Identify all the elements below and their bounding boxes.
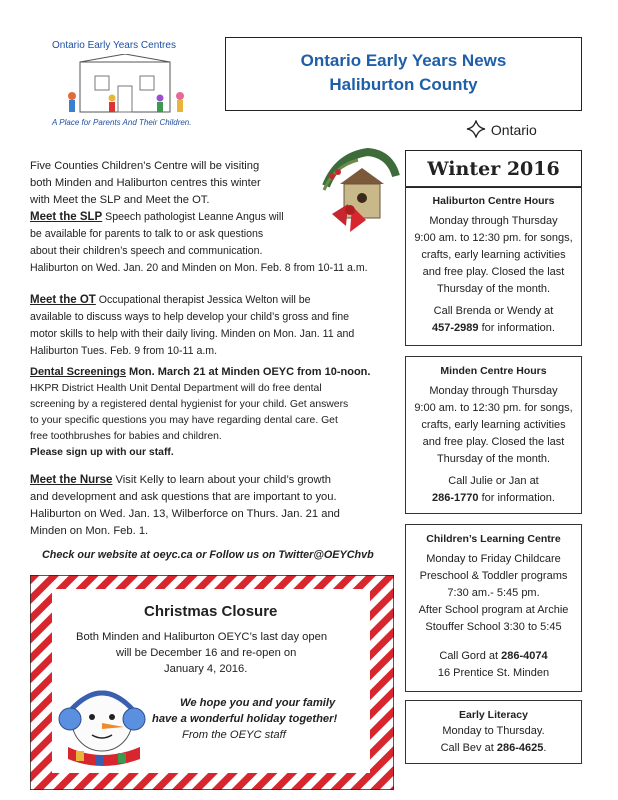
slp-text: about their children’s speech and communication. [30, 245, 263, 257]
nurse-text: and development and ask questions that are important to you. [30, 491, 337, 503]
closure-text: will be December 16 and re-open on [116, 647, 297, 659]
closure-text: Both Minden and Haliburton OEYC’s last day open [76, 631, 328, 643]
dental-text: to your specific questions you may have regarding dental care. Get [30, 415, 338, 426]
nurse-heading: Meet the Nurse [30, 474, 113, 486]
closure-title: Christmas Closure [144, 603, 278, 620]
dental-signup: Please sign up with our staff. [30, 447, 174, 458]
hours-text: and free play. Closed the last [422, 266, 565, 278]
newsletter-subtitle: Haliburton County [329, 75, 478, 94]
learning-phone: 286-4074 [501, 650, 548, 662]
trillium-icon [465, 120, 487, 138]
intro-line: with Meet the SLP and Meet the OT. [30, 194, 210, 206]
hours-text: Call Brenda or Wendy at [433, 305, 554, 317]
haliburton-phone: 457-2989 [432, 322, 479, 334]
ontario-logo [465, 120, 537, 138]
children-building-illustration [60, 54, 190, 116]
learning-text: 7:30 am.- 5:45 pm. [447, 587, 540, 599]
slp-text: Haliburton on Wed. Jan. 20 and Minden on Mon. Feb. 8 from 10-11 a.m. [30, 262, 368, 274]
hours-text: crafts, early learning activities [421, 249, 566, 261]
season-title: Winter 2016 [405, 150, 582, 188]
hours-text: for information. [478, 322, 555, 334]
learning-text: Call Gord at [439, 650, 502, 662]
learning-text: Monday to Friday Childcare [426, 553, 561, 565]
learning-text: Preschool & Toddler programs [419, 570, 568, 582]
closure-content [52, 589, 370, 773]
learning-address: 16 Prentice St. Minden [437, 667, 550, 679]
haliburton-hours-box [405, 186, 582, 346]
learning-text: Stouffer School 3:30 to 5:45 [425, 621, 562, 633]
slp-section [30, 209, 368, 277]
literacy-text: Call Bev at [440, 742, 497, 754]
dental-text: screening by a registered dental hygienist for your child. Get answers [30, 399, 349, 410]
website-link[interactable]: Check our website at oeyc.ca or Follow us on Twitter@OEYChvb [42, 549, 374, 561]
closure-signature: From the OEYC staff [182, 729, 286, 741]
hours-text: 9:00 am. to 12:30 pm. for songs, [414, 232, 573, 244]
hours-text: and free play. Closed the last [422, 436, 565, 448]
ot-heading: Meet the OT [30, 294, 96, 306]
hours-text: Call Julie or Jan at [448, 475, 539, 487]
hours-text: 9:00 am. to 12:30 pm. for songs, [414, 402, 573, 414]
literacy-phone: 286-4625 [496, 742, 544, 754]
learning-centre-box [405, 524, 582, 692]
intro-line: both Minden and Haliburton centres this winter [30, 177, 261, 189]
ot-text: motor skills to help with their daily living. Minden on Mon. Jan. 11 and [30, 328, 355, 340]
nurse-text: Minden on Mon. Feb. 1. [30, 525, 149, 537]
minden-heading: Minden Centre Hours [440, 365, 547, 377]
closure-text: January 4, 2016. [164, 663, 248, 675]
hours-text: for information. [478, 492, 555, 504]
dental-text: free toothbrushes for babies and children. [30, 431, 222, 442]
learning-heading: Children’s Learning Centre [426, 533, 561, 545]
slp-text: Speech pathologist Leanne Angus will [102, 211, 284, 223]
minden-phone: 286-1770 [432, 492, 479, 504]
intro-paragraph [30, 158, 261, 209]
dental-section [30, 364, 370, 461]
hours-text: Monday through Thursday [429, 385, 558, 397]
hours-text: Thursday of the month. [436, 453, 551, 465]
hours-text: Thursday of the month. [436, 283, 551, 295]
nurse-text: Haliburton on Wed. Jan. 13, Wilberforce on Thurs. Jan. 21 and [30, 508, 340, 520]
dental-heading: Dental Screenings [30, 366, 126, 378]
oeyc-logo [30, 40, 200, 140]
newsletter-title: Ontario Early Years News [300, 51, 507, 70]
nurse-section [30, 472, 340, 540]
nurse-text: Visit Kelly to learn about your child’s growth [112, 474, 331, 486]
ot-text: available to discuss ways to help develop your child’s gross and fine [30, 311, 349, 323]
ot-text: Haliburton Tues. Feb. 9 from 10-11 a.m. [30, 345, 218, 357]
dental-text: HKPR District Health Unit Dental Department will do free dental [30, 383, 322, 394]
ot-section [30, 292, 354, 360]
haliburton-heading: Haliburton Centre Hours [432, 195, 555, 207]
dental-date: Mon. March 21 at Minden OEYC from 10-noon. [125, 366, 371, 378]
early-literacy-box [405, 700, 582, 764]
literacy-heading: Early Literacy [459, 709, 528, 721]
ontario-label: Ontario [490, 122, 537, 138]
newsletter-title-box [225, 37, 582, 111]
holiday-wish: We hope you and your family [180, 697, 336, 709]
literacy-text: . [543, 742, 547, 754]
snowman-illustration [56, 675, 152, 773]
learning-text: After School program at Archie [418, 604, 569, 616]
literacy-text: Monday to Thursday. [442, 725, 545, 737]
minden-hours-box [405, 356, 582, 514]
intro-line: Five Counties Children’s Centre will be visiting [30, 160, 260, 172]
christmas-closure-panel [30, 575, 394, 790]
slp-heading: Meet the SLP [30, 211, 103, 223]
hours-text: Monday through Thursday [429, 215, 558, 227]
hours-text: crafts, early learning activities [421, 419, 566, 431]
holiday-wish: have a wonderful holiday together! [152, 713, 338, 725]
logo-title: Ontario Early Years Centres [52, 40, 176, 51]
ot-text: Occupational therapist Jessica Welton will be [95, 294, 311, 306]
logo-tagline: A Place for Parents And Their Children. [52, 118, 192, 127]
slp-text: be available for parents to talk to or ask questions [30, 228, 264, 240]
